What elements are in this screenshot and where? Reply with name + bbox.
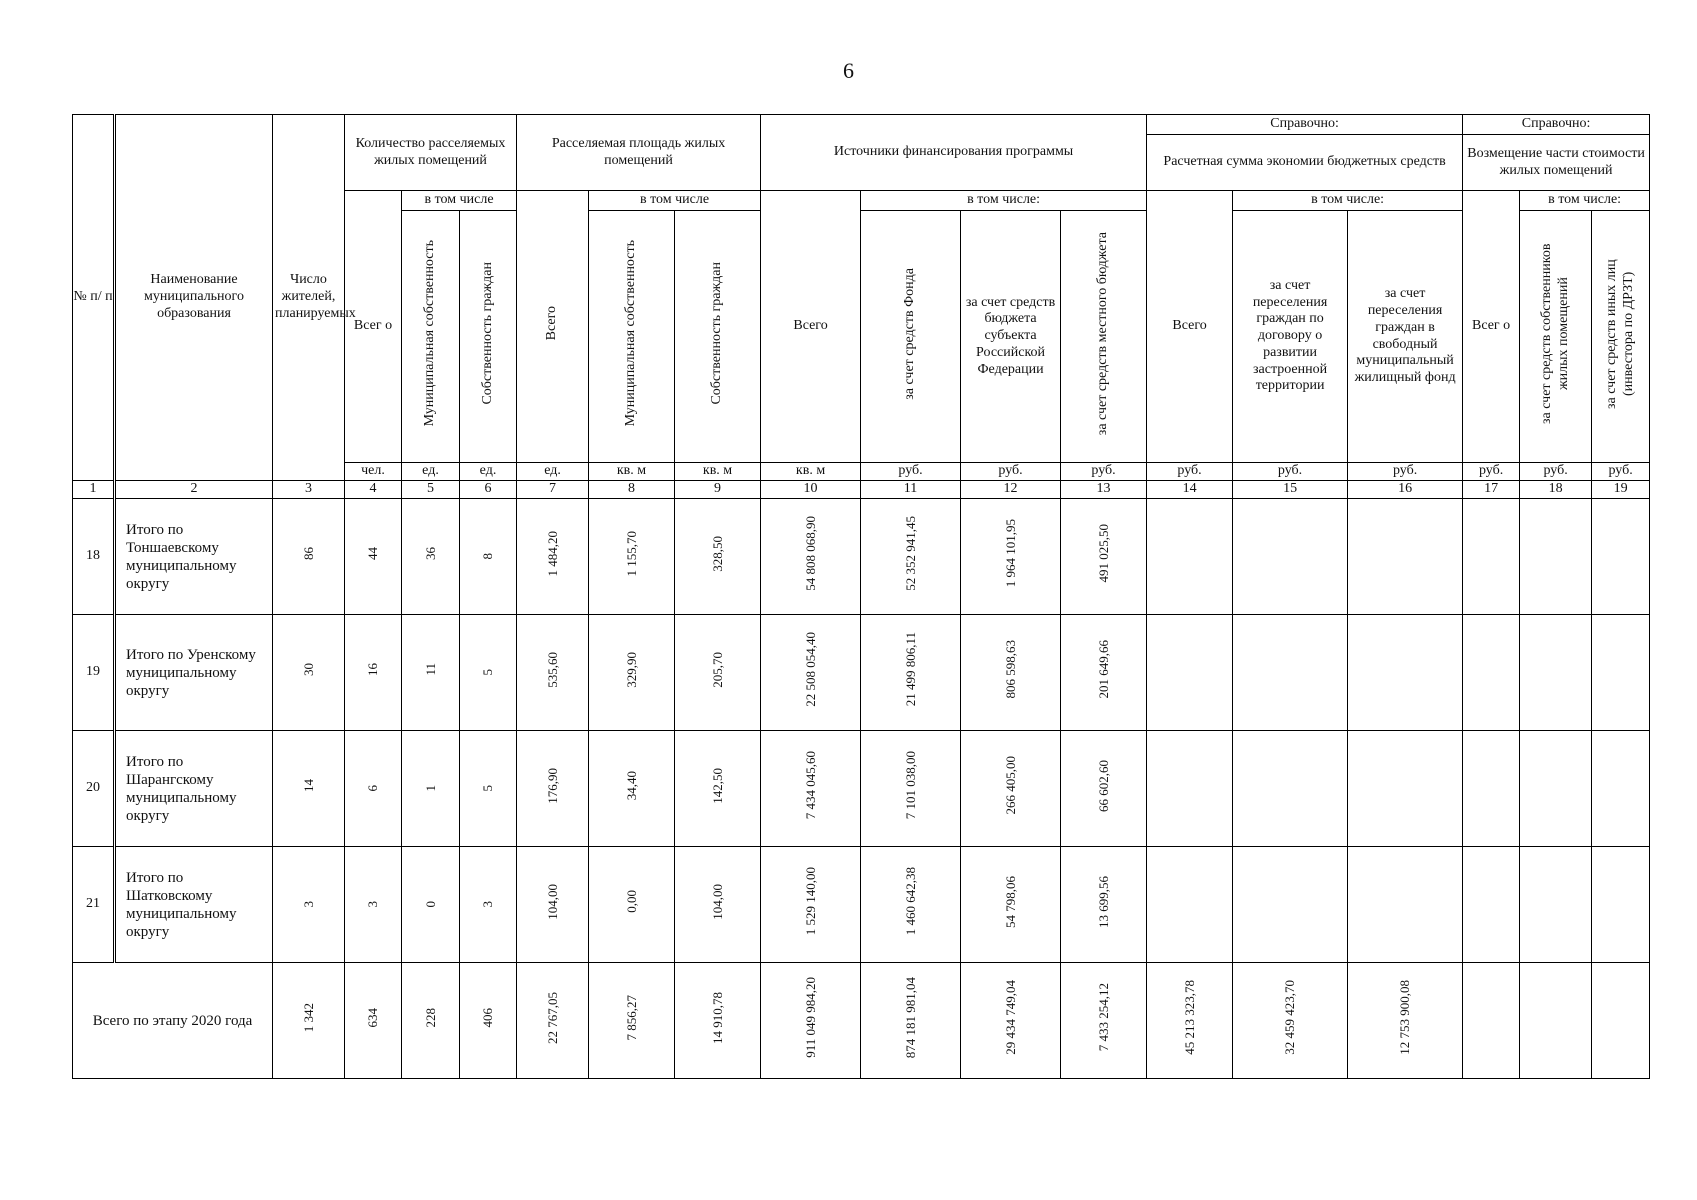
row-qty-municipal: 0 [402,847,460,963]
unit-cell: кв. м [589,463,675,481]
row-area-total: 104,00 [517,847,589,963]
row-fin-local: 491 025,50 [1061,499,1147,615]
table-row [73,847,1650,963]
row-comp-others [1592,499,1650,615]
total-sav-total: 45 213 323,78 [1147,963,1233,1079]
row-fin-fund: 52 352 941,45 [861,499,961,615]
row-residents: 86 [273,499,345,615]
row-area-total: 535,60 [517,615,589,731]
unit-cell: ед. [517,463,589,481]
column-number: 5 [402,481,460,499]
column-number: 18 [1520,481,1592,499]
unit-cell: руб. [1348,463,1463,481]
row-comp-total [1463,615,1520,731]
row-qty-citizens: 5 [460,731,517,847]
header-area-group: Расселяемая площадь жилых помещений [517,115,761,191]
header-fin-fund: за счет средств Фонда [861,211,961,463]
column-number: 17 [1463,481,1520,499]
row-sav-contract [1233,499,1348,615]
header-qty-citizens: Собственность граждан [460,211,517,463]
row-fin-subject: 54 798,06 [961,847,1061,963]
row-sav-total [1147,615,1233,731]
row-qty-citizens: 8 [460,499,517,615]
row-comp-owners [1520,847,1592,963]
column-number: 13 [1061,481,1147,499]
total-area-citizens: 14 910,78 [675,963,761,1079]
row-sav-contract [1233,847,1348,963]
header-finance-group: Источники финансирования программы [761,115,1147,191]
row-sav-free [1348,847,1463,963]
header-area-including: в том числе [589,191,761,211]
header-qty-municipal: Муниципальная собственность [402,211,460,463]
row-comp-others [1592,847,1650,963]
row-qty-total: 16 [345,615,402,731]
header-ref-label-2: Справочно: [1463,115,1650,135]
header-comp-owners: за счет средств собственников жилых помещений [1520,211,1592,463]
total-comp-total [1463,963,1520,1079]
header-qty-including: в том числе [402,191,517,211]
row-num: 20 [73,731,115,847]
table-row [73,499,1650,615]
header-comp-total: Всег о [1463,191,1520,463]
row-area-total: 1 484,20 [517,499,589,615]
row-residents: 14 [273,731,345,847]
row-comp-owners [1520,615,1592,731]
column-number: 9 [675,481,761,499]
row-fin-local: 66 602,60 [1061,731,1147,847]
row-qty-municipal: 36 [402,499,460,615]
row-comp-owners [1520,731,1592,847]
header-sav-free: за счет переселения граждан в свободный муниципальный жилищный фонд [1348,211,1463,463]
row-sav-free [1348,615,1463,731]
row-qty-citizens: 3 [460,847,517,963]
unit-cell: руб. [861,463,961,481]
table-row [73,615,1650,731]
row-comp-owners [1520,499,1592,615]
row-qty-total: 3 [345,847,402,963]
total-label: Всего по этапу 2020 года [73,963,273,1079]
column-number: 14 [1147,481,1233,499]
total-fin-subject: 29 434 749,04 [961,963,1061,1079]
row-comp-total [1463,847,1520,963]
header-comp-others: за счет средств иных лиц (инвестора по ДРЗТ) [1592,211,1650,463]
header-qty-group: Количество расселяемых жилых помещений [345,115,517,191]
row-area-total: 176,90 [517,731,589,847]
row-name: Итого по Тоншаевскому муниципальному округу [115,499,273,615]
row-fin-local: 13 699,56 [1061,847,1147,963]
row-comp-total [1463,499,1520,615]
row-qty-total: 44 [345,499,402,615]
total-fin-local: 7 433 254,12 [1061,963,1147,1079]
unit-cell: руб. [1463,463,1520,481]
resettlement-table [72,114,1650,1079]
column-number: 8 [589,481,675,499]
row-name: Итого по Шарангскому муниципальному округу [115,731,273,847]
column-number: 7 [517,481,589,499]
header-area-citizens: Собственность граждан [675,211,761,463]
total-comp-owners [1520,963,1592,1079]
row-sav-total [1147,731,1233,847]
unit-cell: руб. [1520,463,1592,481]
unit-cell: ед. [460,463,517,481]
header-savings-group: Расчетная сумма экономии бюджетных средств [1147,135,1463,191]
row-fin-subject: 1 964 101,95 [961,499,1061,615]
total-qty-total: 634 [345,963,402,1079]
total-row [73,963,1650,1079]
row-fin-total: 22 508 054,40 [761,615,861,731]
total-comp-others [1592,963,1650,1079]
column-number: 6 [460,481,517,499]
row-name: Итого по Уренскому муниципальному округу [115,615,273,731]
row-sav-contract [1233,731,1348,847]
header-sav-contract: за счет переселения граждан по договору о развитии застроенной территории [1233,211,1348,463]
row-area-municipal: 0,00 [589,847,675,963]
unit-cell: кв. м [761,463,861,481]
header-ref-label-1: Справочно: [1147,115,1463,135]
total-qty-municipal: 228 [402,963,460,1079]
total-sav-free: 12 753 900,08 [1348,963,1463,1079]
column-number: 19 [1592,481,1650,499]
total-residents: 1 342 [273,963,345,1079]
row-num: 18 [73,499,115,615]
column-number: 16 [1348,481,1463,499]
column-number: 11 [861,481,961,499]
page-number: 6 [843,58,854,83]
column-number: 15 [1233,481,1348,499]
row-area-citizens: 142,50 [675,731,761,847]
row-qty-total: 6 [345,731,402,847]
row-fin-local: 201 649,66 [1061,615,1147,731]
header-sav-including: в том числе: [1233,191,1463,211]
column-number: 1 [73,481,115,499]
column-number: 10 [761,481,861,499]
total-sav-contract: 32 459 423,70 [1233,963,1348,1079]
unit-cell: руб. [961,463,1061,481]
row-fin-total: 7 434 045,60 [761,731,861,847]
header-residents: Число жителей, планируемых [273,115,345,481]
row-area-citizens: 205,70 [675,615,761,731]
row-area-municipal: 329,90 [589,615,675,731]
column-number: 2 [115,481,273,499]
row-residents: 30 [273,615,345,731]
row-sav-contract [1233,615,1348,731]
unit-cell: руб. [1147,463,1233,481]
row-area-municipal: 1 155,70 [589,499,675,615]
header-qty-total: Всег о [345,191,402,463]
row-fin-subject: 806 598,63 [961,615,1061,731]
header-name: Наименование муниципального образования [115,115,273,481]
column-numbers-row [73,481,1650,499]
header-area-municipal: Муниципальная собственность [589,211,675,463]
unit-cell: руб. [1592,463,1650,481]
total-fin-fund: 874 181 981,04 [861,963,961,1079]
total-qty-citizens: 406 [460,963,517,1079]
row-comp-total [1463,731,1520,847]
total-fin-total: 911 049 984,20 [761,963,861,1079]
row-residents: 3 [273,847,345,963]
row-num: 21 [73,847,115,963]
row-fin-total: 1 529 140,00 [761,847,861,963]
row-num: 19 [73,615,115,731]
column-number: 12 [961,481,1061,499]
header-num: № п/ п [73,115,115,481]
unit-cell: кв. м [675,463,761,481]
column-number: 4 [345,481,402,499]
row-fin-fund: 7 101 038,00 [861,731,961,847]
header-sav-total: Всего [1147,191,1233,463]
row-sav-total [1147,847,1233,963]
header-fin-local: за счет средств местного бюджета [1061,211,1147,463]
row-comp-others [1592,731,1650,847]
row-fin-fund: 21 499 806,11 [861,615,961,731]
row-fin-subject: 266 405,00 [961,731,1061,847]
header-fin-including: в том числе: [861,191,1147,211]
row-comp-others [1592,615,1650,731]
header-comp-including: в том числе: [1520,191,1650,211]
header-area-total: Всего [517,191,589,463]
row-fin-fund: 1 460 642,38 [861,847,961,963]
unit-cell: ед. [402,463,460,481]
unit-cell: чел. [345,463,402,481]
row-sav-total [1147,499,1233,615]
header-fin-subject: за счет средств бюджета субъекта Российской Федерации [961,211,1061,463]
total-area-total: 22 767,05 [517,963,589,1079]
header-compensation-group: Возмещение части стоимости жилых помещений [1463,135,1650,191]
table-row [73,731,1650,847]
row-area-municipal: 34,40 [589,731,675,847]
total-area-municipal: 7 856,27 [589,963,675,1079]
header-fin-total: Всего [761,191,861,463]
unit-cell: руб. [1061,463,1147,481]
row-qty-citizens: 5 [460,615,517,731]
row-sav-free [1348,731,1463,847]
row-qty-municipal: 11 [402,615,460,731]
unit-cell: руб. [1233,463,1348,481]
row-sav-free [1348,499,1463,615]
row-fin-total: 54 808 068,90 [761,499,861,615]
row-area-citizens: 104,00 [675,847,761,963]
row-qty-municipal: 1 [402,731,460,847]
row-area-citizens: 328,50 [675,499,761,615]
column-number: 3 [273,481,345,499]
row-name: Итого по Шатковскому муниципальному округу [115,847,273,963]
